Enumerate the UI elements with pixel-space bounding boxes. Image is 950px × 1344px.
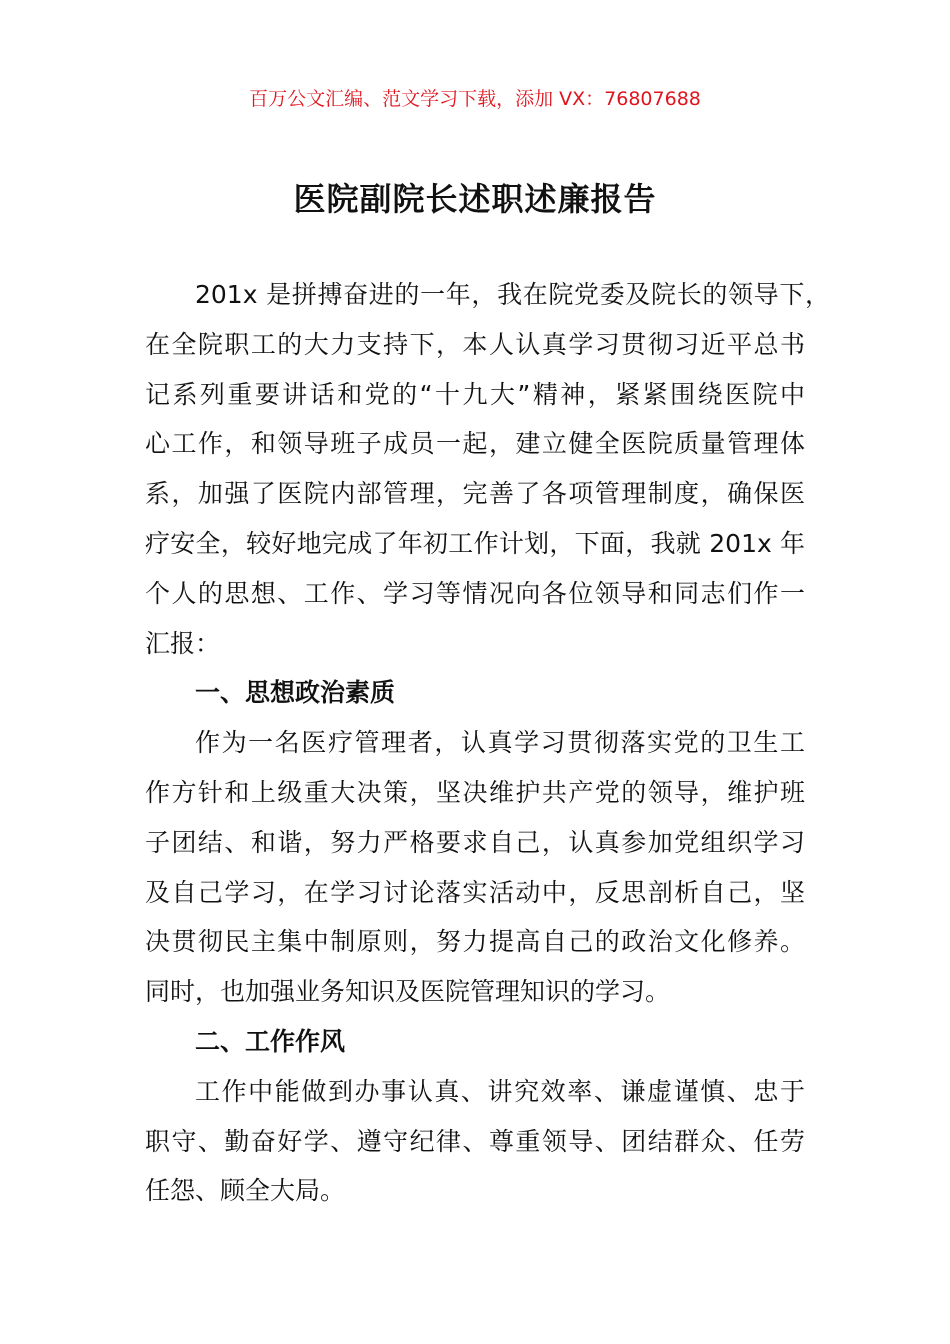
watermark-header: 百万公文汇编、范文学习下载，添加 VX：76807688 bbox=[249, 88, 701, 110]
paragraph-line: 及自己学习，在学习讨论落实活动中，反思剖析自己，坚 bbox=[145, 877, 805, 907]
section-heading: 二、工作作风 bbox=[195, 1027, 346, 1056]
paragraph-line: 疗安全，较好地完成了年初工作计划，下面，我就 201x 年 bbox=[145, 529, 805, 558]
paragraph-line: 任怨、顾全大局。 bbox=[145, 1176, 346, 1206]
document-title: 医院副院长述职述廉报告 bbox=[293, 180, 657, 218]
paragraph-line: 同时，也加强业务知识及医院管理知识的学习。 bbox=[145, 977, 671, 1007]
paragraph-line: 记系列重要讲话和党的“十九大”精神，紧紧围绕医院中 bbox=[145, 379, 805, 409]
section-heading: 一、思想政治素质 bbox=[195, 678, 396, 708]
paragraph-line: 个人的思想、工作、学习等情况向各位领导和同志们作一 bbox=[145, 578, 805, 608]
paragraph-line: 作为一名医疗管理者，认真学习贯彻落实党的卫生工 bbox=[195, 728, 805, 758]
paragraph-line: 在全院职工的大力支持下，本人认真学习贯彻习近平总书 bbox=[145, 329, 805, 359]
paragraph-line: 201x 是拼搏奋进的一年，我在院党委及院长的领导下， bbox=[195, 280, 830, 309]
paragraph-line: 系，加强了医院内部管理，完善了各项管理制度，确保医 bbox=[145, 479, 805, 509]
paragraph-line: 作方针和上级重大决策，坚决维护共产党的领导，维护班 bbox=[145, 778, 805, 807]
paragraph-line: 心工作，和领导班子成员一起，建立健全医院质量管理体 bbox=[145, 429, 805, 459]
paragraph-line: 职守、勤奋好学、遵守纪律、尊重领导、团结群众、任劳 bbox=[145, 1126, 805, 1156]
paragraph-line: 子团结、和谐，努力严格要求自己，认真参加党组织学习 bbox=[145, 827, 805, 857]
paragraph-line: 决贯彻民主集中制原则，努力提高自己的政治文化修养。 bbox=[145, 927, 805, 957]
paragraph-line: 汇报： bbox=[145, 628, 221, 658]
paragraph-line: 工作中能做到办事认真、讲究效率、谦虚谨慎、忠于 bbox=[195, 1076, 805, 1106]
